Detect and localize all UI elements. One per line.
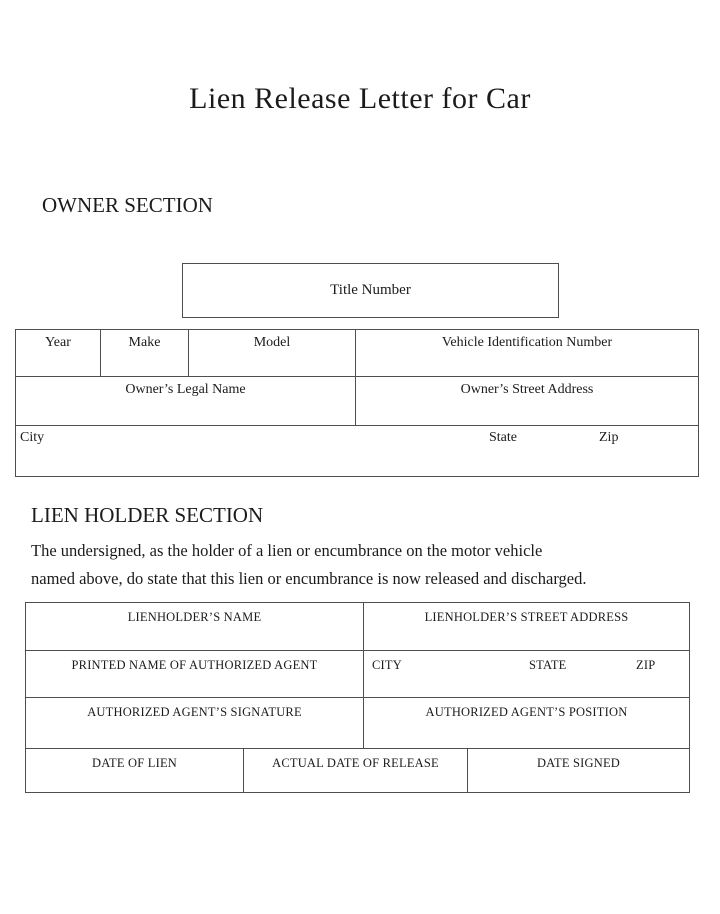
vin-field[interactable]: Vehicle Identification Number bbox=[441, 335, 613, 350]
lienholder-table-row-4 bbox=[26, 749, 689, 792]
printed-name-field[interactable]: PRINTED NAME OF AUTHORIZED AGENT bbox=[26, 651, 364, 697]
vehicle-table-row-3 bbox=[16, 426, 698, 476]
statement-line-2: named above, do state that this lien or encumbrance is now released and discharged. bbox=[31, 569, 587, 588]
city-label: City bbox=[20, 430, 45, 445]
owner-legal-name-field[interactable]: Owner’s Legal Name bbox=[16, 377, 356, 425]
date-signed-field[interactable]: DATE SIGNED bbox=[536, 756, 621, 770]
date-of-lien-field[interactable]: DATE OF LIEN bbox=[26, 749, 244, 792]
vehicle-table-row-2 bbox=[16, 377, 698, 426]
agent-signature-field[interactable]: AUTHORIZED AGENT’S SIGNATURE bbox=[26, 698, 364, 748]
lienholder-city-label: CITY bbox=[372, 658, 402, 672]
owner-section-heading: OWNER SECTION bbox=[42, 193, 213, 217]
lienholder-table-row-1 bbox=[26, 603, 689, 651]
lienholder-zip-label: ZIP bbox=[636, 658, 656, 672]
vehicle-info-table bbox=[15, 329, 699, 477]
agent-position-field[interactable]: AUTHORIZED AGENT’S POSITION bbox=[425, 705, 628, 719]
lienholder-name-field[interactable]: LIENHOLDER’S NAME bbox=[26, 603, 364, 650]
lienholder-city-state-zip-field[interactable] bbox=[364, 651, 689, 697]
make-field[interactable]: Make bbox=[101, 330, 189, 376]
owner-street-address-field[interactable]: Owner’s Street Address bbox=[460, 382, 594, 397]
statement-line-1: The undersigned, as the holder of a lien or encumbrance on the motor vehicle bbox=[31, 541, 543, 560]
actual-date-of-release-field[interactable]: ACTUAL DATE OF RELEASE bbox=[244, 749, 468, 792]
model-field[interactable]: Model bbox=[189, 330, 356, 376]
lienholder-table bbox=[25, 602, 690, 793]
zip-label: Zip bbox=[599, 430, 619, 445]
year-field[interactable]: Year bbox=[16, 330, 101, 376]
page-title: Lien Release Letter for Car bbox=[189, 82, 531, 115]
lien-holder-section-heading: LIEN HOLDER SECTION bbox=[31, 503, 264, 527]
city-state-zip-field[interactable] bbox=[16, 426, 698, 476]
lienholder-table-row-2 bbox=[26, 651, 689, 698]
lienholder-street-address-field[interactable]: LIENHOLDER’S STREET ADDRESS bbox=[424, 610, 629, 624]
lien-release-statement bbox=[31, 537, 671, 593]
state-label: State bbox=[489, 430, 517, 445]
lienholder-state-label: STATE bbox=[529, 658, 567, 672]
vehicle-table-row-1 bbox=[16, 330, 698, 377]
title-number-label: Title Number bbox=[330, 282, 411, 298]
title-number-field[interactable] bbox=[182, 263, 559, 318]
lienholder-table-row-3 bbox=[26, 698, 689, 749]
